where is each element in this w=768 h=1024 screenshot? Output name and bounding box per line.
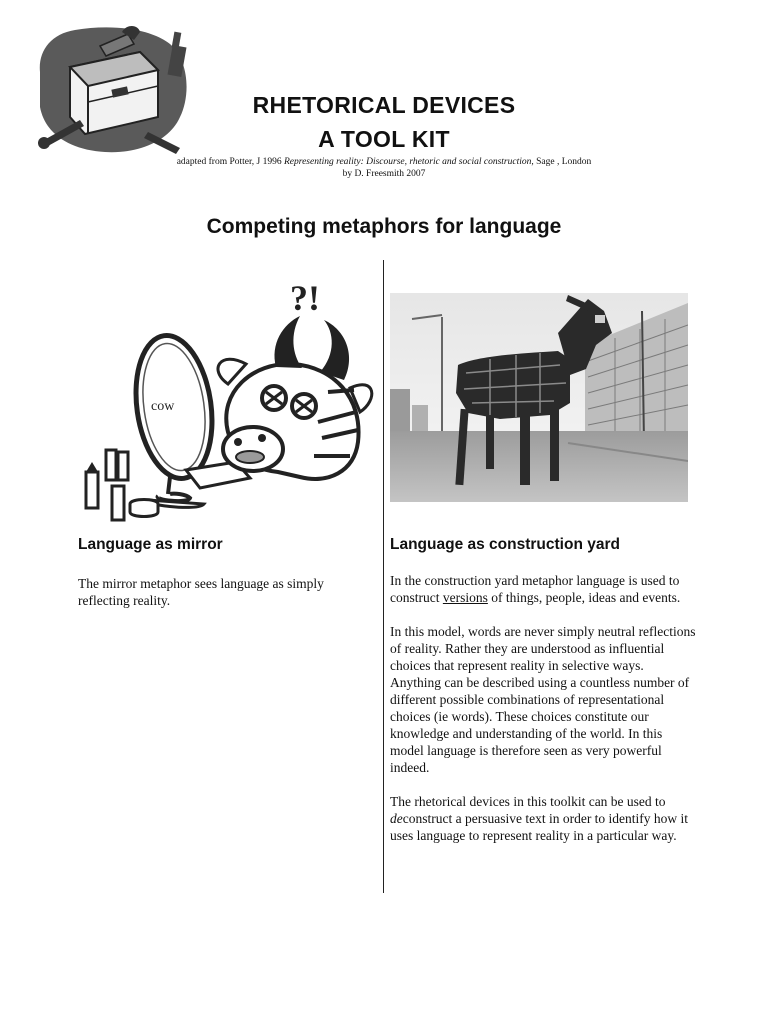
p3-text-before: The rhetorical devices in this toolkit can be used to [390,794,666,809]
paragraph-1 [390,572,696,606]
p3-text-after: construct a persuasive text in order to identify how it uses language to represent reality in a particular way. [390,811,689,843]
paragraph-3 [390,793,696,844]
citation-author: by D. Freesmith 2007 [342,169,426,179]
citation-prefix: adapted from Potter, J 1996 [176,157,284,167]
construction-cow-photo [390,293,688,502]
document-title-line-2: A TOOL KIT [318,126,450,152]
de-italic-prefix: de [390,811,403,826]
column-divider [383,260,384,893]
lipstick-icon [86,472,98,508]
section-heading: Competing metaphors for language [206,215,562,238]
mirror-reflection-text: cow [151,399,175,414]
construction-metaphor-description [390,572,696,861]
p1-text-after: of things, people, ideas and events. [487,590,681,605]
p1-text-before: In the construction yard metaphor language is used to construct [390,573,680,605]
source-citation [150,156,618,180]
citation-book-title: Representing reality: Discourse, rhetoric and social construction [283,157,532,167]
powder-compact-icon [130,500,158,517]
versions-underlined-word: versions [442,590,488,605]
citation-line [150,156,618,168]
construction-metaphor-heading: Language as construction yard [390,536,620,553]
citation-suffix: , Sage , London [531,157,592,167]
document-title-line-1: RHETORICAL DEVICES [252,92,516,118]
mirror-metaphor-description: The mirror metaphor sees language as simply reflecting reality. [78,576,324,608]
cow-mirror-illustration [78,272,378,524]
paragraph-2: In this model, words are never simply neutral reflections of reality. Rather they are understood as influential choices that represent reality in selective ways. Anything can be described using a countless number of different possible combinations of representational choices (ie words). These choices constitute our knowledge and understanding of the world. In this model language is therefore seen as very powerful indeed. [390,624,696,775]
exclaim-text: ?! [290,278,320,318]
mirror-metaphor-heading: Language as mirror [78,536,223,553]
